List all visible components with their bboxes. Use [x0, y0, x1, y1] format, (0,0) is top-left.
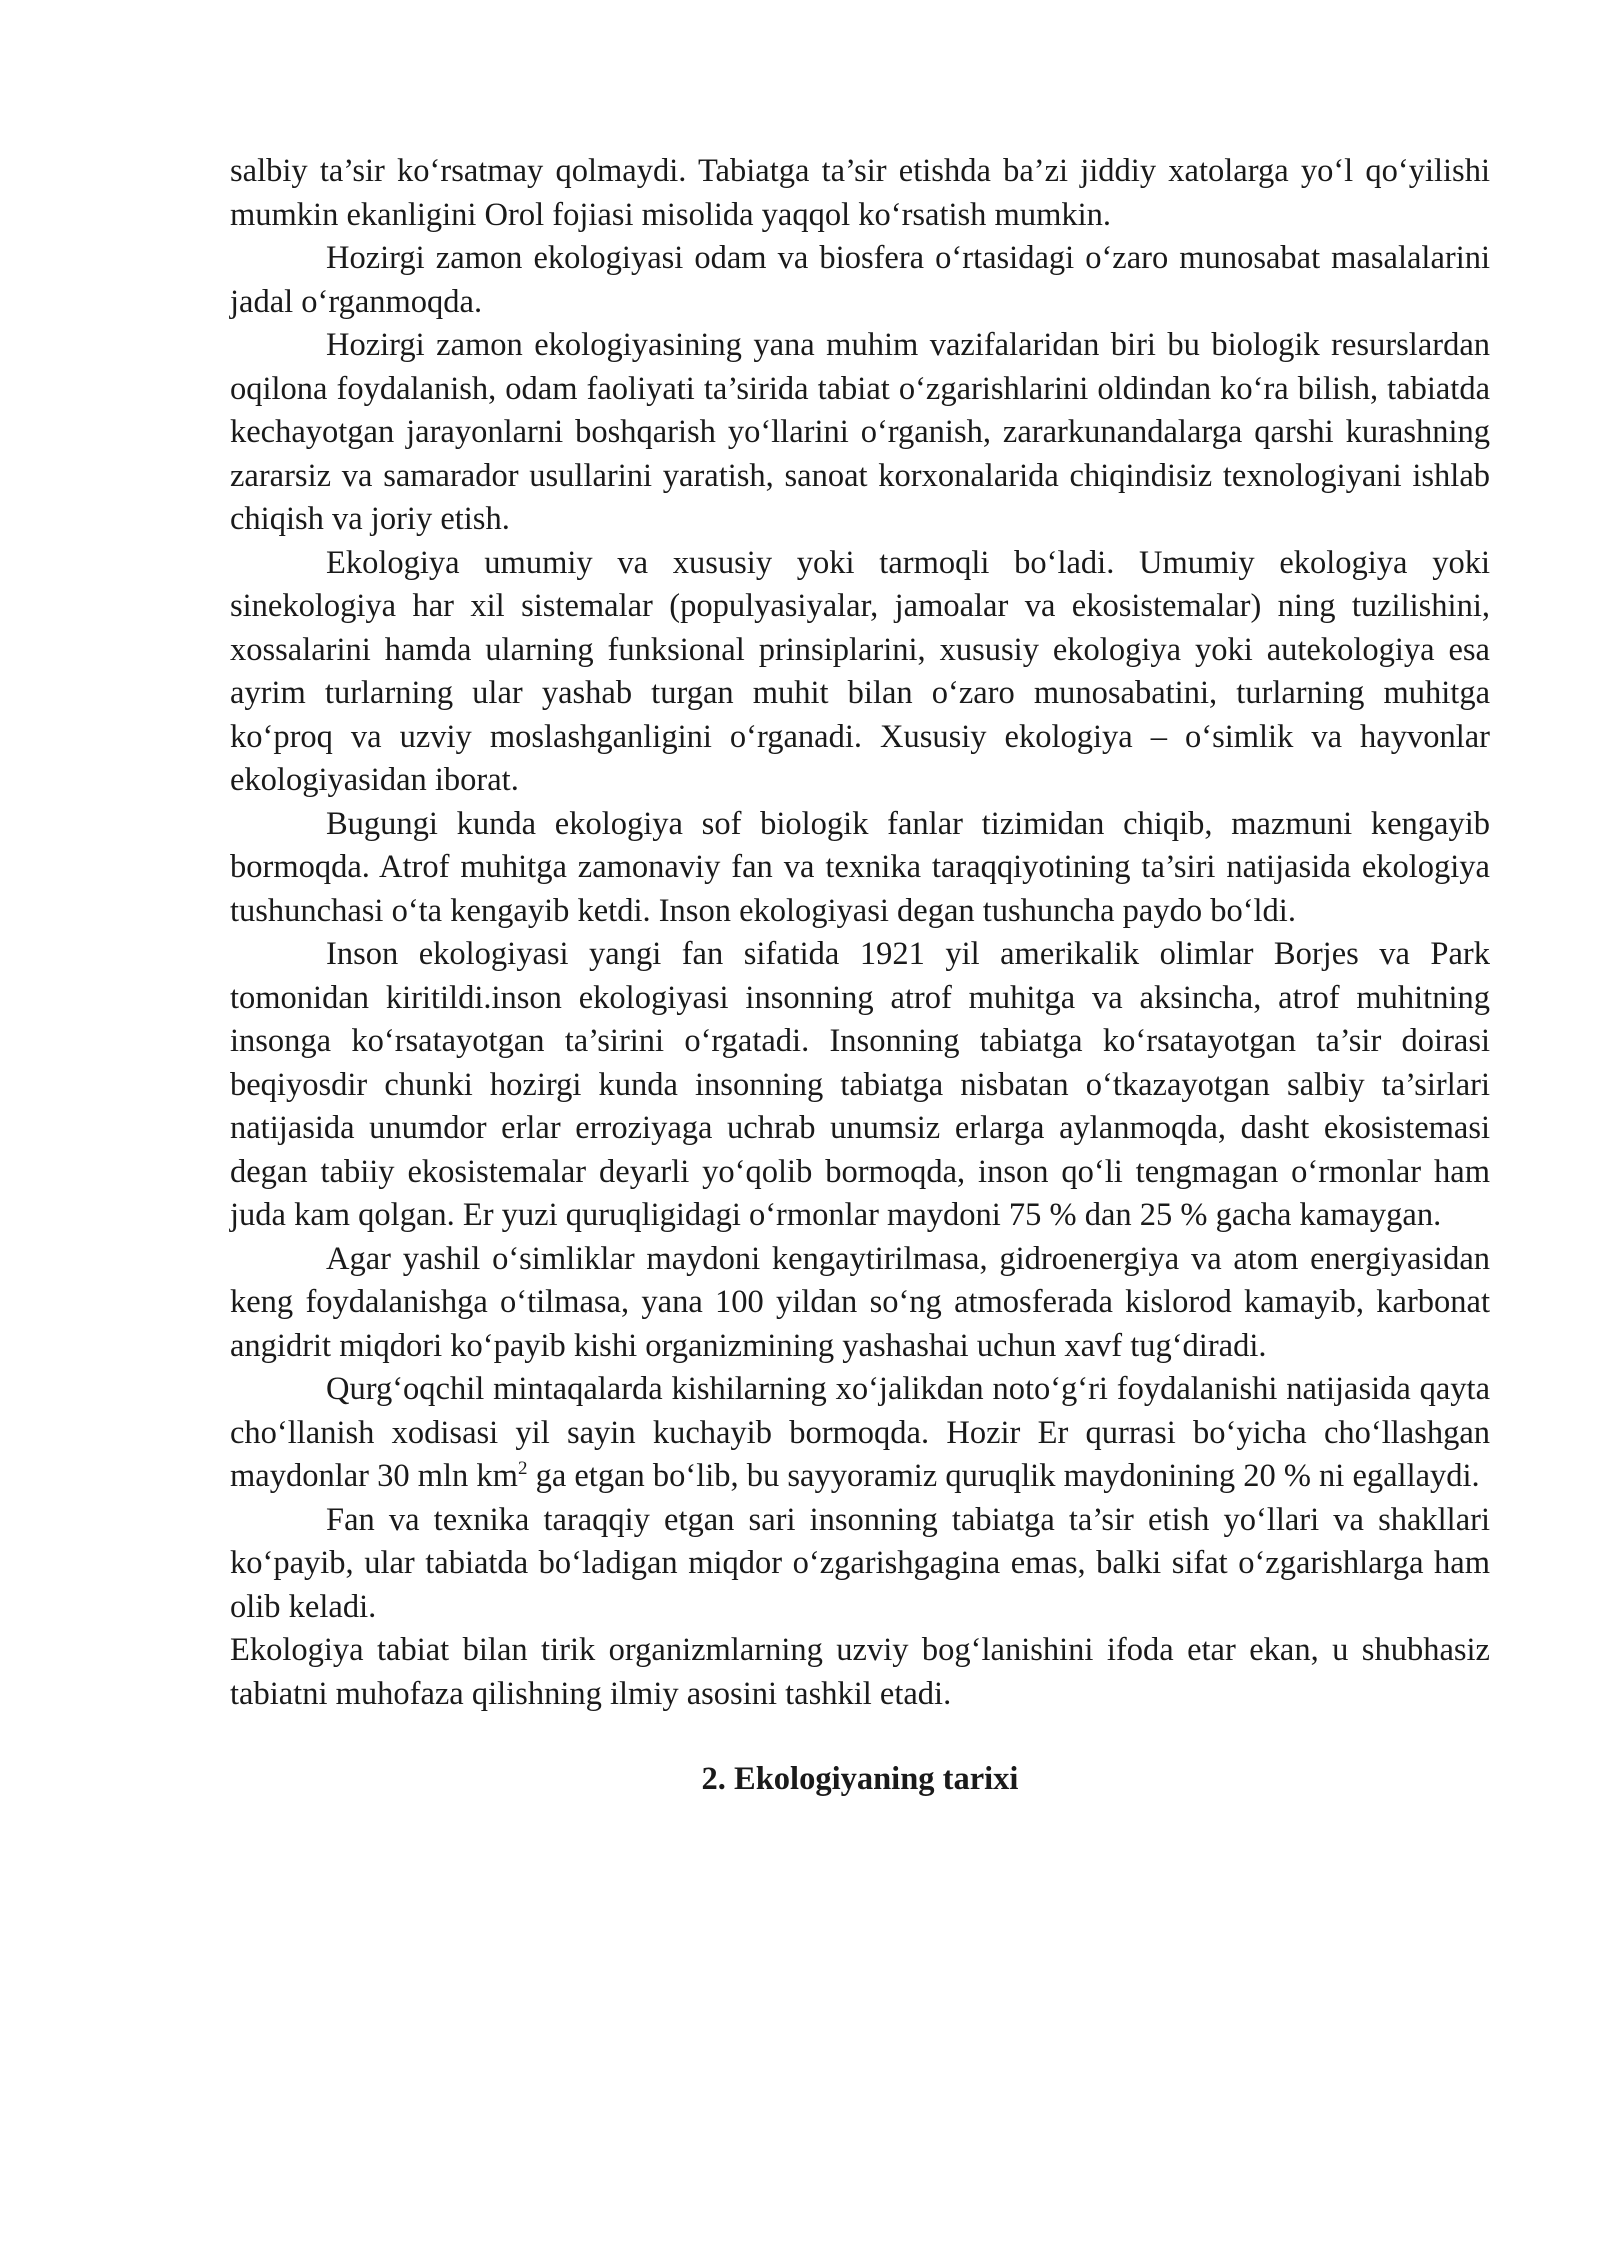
paragraph-9: Fan va texnika taraqqiy etgan sari insonning tabiatga ta’sir etish yo‘llari va shakllari ko‘payib, ular tabiatda bo‘ladigan miqdor o‘zgarishgagina emas, balki sifat o‘zgarishlarga ham olib keladi. — [230, 1501, 1490, 1625]
paragraph-1: salbiy ta’sir ko‘rsatmay qolmaydi. Tabiatga ta’sir etishda ba’zi jiddiy xatolarga yo‘l qo‘yilishi mumkin ekanligini Orol fojiasi misolida yaqqol ko‘rsatish mumkin. — [230, 153, 1490, 233]
paragraph-2: Hozirgi zamon ekologiyasi odam va biosfera o‘rtasidagi o‘zaro munosabat masalalarini jadal o‘rganmoqda. — [230, 240, 1490, 320]
paragraph-3: Hozirgi zamon ekologiyasining yana muhim vazifalaridan biri bu biologik resurslardan oqilona foydalanish, odam faoliyati ta’sirida tabiat o‘zgarishlarini oldindan ko‘ra bilish, tabiatda kechayotgan jarayonlarni boshqarish yo‘llarini o‘rganish, zararkunandalarga qarshi kurashning zararsiz va samarador usullarini yaratish, sanoat korxonalarida chiqindisiz texnologiyani ishlab chiqish va joriy etish. — [230, 327, 1490, 537]
paragraph-6: Inson ekologiyasi yangi fan sifatida 1921 yil amerikalik olimlar Borjes va Park tomonidan kiritildi.inson ekologiyasi insonning atrof muhitga va aksincha, atrof muhitning insonga ko‘rsatayotgan ta’sirini o‘rgatadi. Insonning tabiatga ko‘rsatayotgan ta’sir doirasi beqiyosdir chunki hozirgi kunda insonning tabiatga nisbatan o‘tkazayotgan salbiy ta’sirlari natijasida unumdor erlar erroziyaga uchrab unumsiz erlarga aylanmoqda, dasht ekosistemasi degan tabiiy ekosistemalar deyarli yo‘qolib bormoqda, inson qo‘li tengmagan o‘rmonlar ham juda kam qolgan. Er yuzi quruqligidagi o‘rmonlar maydoni 75 % dan 25 % gacha kamaygan. — [230, 936, 1490, 1233]
paragraph-5: Bugungi kunda ekologiya sof biologik fanlar tizimidan chiqib, mazmuni kengayib bormoqda. Atrof muhitga zamonaviy fan va texnika taraqqiyotining ta’siri natijasida ekologiya tushunchasi o‘ta kengayib ketdi. Inson ekologiyasi degan tushuncha paydo bo‘ldi. — [230, 805, 1490, 929]
paragraph-10: Ekologiya tabiat bilan tirik organizmlarning uzviy bog‘lanishini ifoda etar ekan, u shubhasiz tabiatni muhofaza qilishning ilmiy asosini tashkil etadi. — [230, 1632, 1490, 1712]
area-unit-superscript: 2 — [517, 1458, 528, 1480]
paragraph-8-text-before: Qurg‘oqchil mintaqalarda kishilarning xo‘jalikdan noto‘g‘ri foydalanishi natijasida qayta cho‘llanish xodisasi yil sayin kuchayib bormoqda. Hozir Er qurrasi bo‘yicha cho‘llashgan maydonlar 30 mln km — [230, 1371, 1490, 1494]
document-page — [230, 150, 1490, 1802]
section-heading: 2. Ekologiyaning tarixi — [701, 1761, 1019, 1797]
paragraph-4: Ekologiya umumiy va xususiy yoki tarmoqli bo‘ladi. Umumiy ekologiya yoki sinekologiya har xil sistemalar (populyasiyalar, jamoalar va ekosistemalar) ning tuzilishini, xossalarini hamda ularning funksional prinsiplarini, xususiy ekologiya yoki autekologiya esa ayrim turlarning ular yashab turgan muhit bilan o‘zaro munosabatini, turlarning muhitga ko‘proq va uzviy moslashganligini o‘rganadi. Xususiy ekologiya – o‘simlik va hayvonlar ekologiyasidan iborat. — [230, 544, 1490, 798]
paragraph-7: Agar yashil o‘simliklar maydoni kengaytirilmasa, gidroenergiya va atom energiyasidan keng foydalanishga o‘tilmasa, yana 100 yildan so‘ng atmosferada kislorod kamayib, karbonat angidrit miqdori ko‘payib kishi organizmining yashashai uchun xavf tug‘diradi. — [230, 1240, 1490, 1364]
paragraph-8-text-after: ga etgan bo‘lib, bu sayyoramiz quruqlik maydonining 20 % ni egallaydi. — [527, 1458, 1480, 1494]
paragraph-8 — [230, 1368, 1490, 1499]
